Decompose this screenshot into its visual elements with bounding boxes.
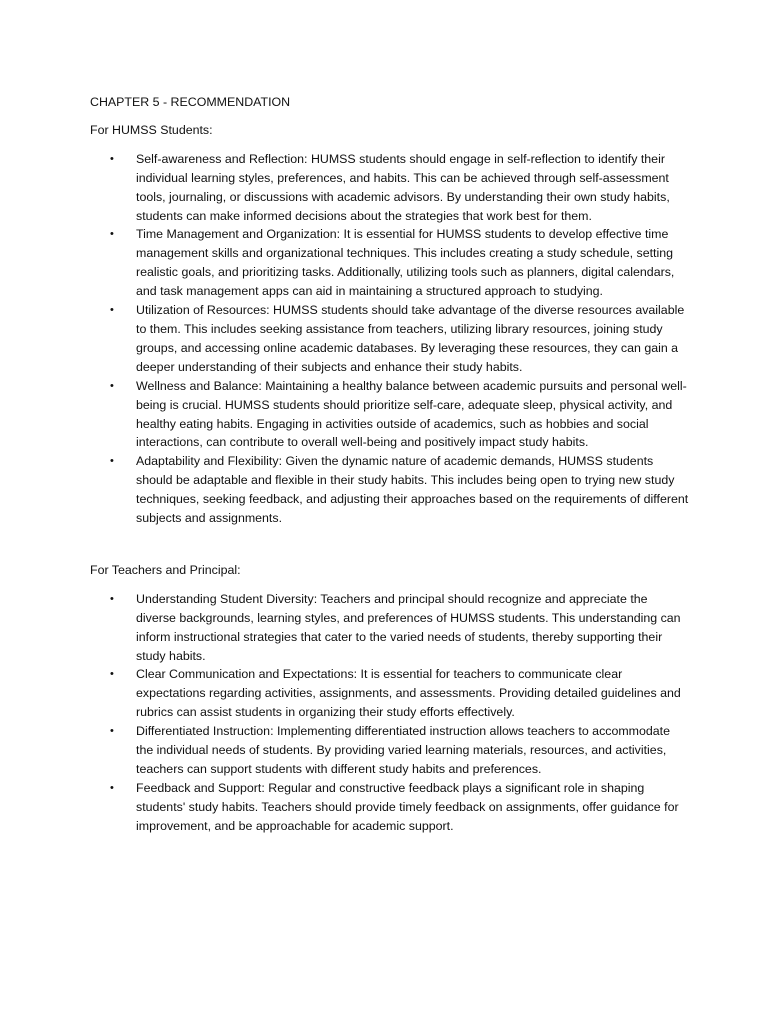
list-item — [90, 150, 690, 226]
students-recommendation-list — [90, 150, 690, 528]
bullet-icon: • — [110, 152, 114, 165]
document-body — [90, 93, 690, 836]
list-item — [90, 779, 690, 836]
list-item — [90, 452, 690, 528]
bullet-icon: • — [110, 592, 114, 605]
list-item-text: Understanding Student Diversity: Teachers and principal should recognize and appreciate the diverse backgrounds, learning styles, and preferences of HUMSS students. This understanding can inform instructional strategies that cater to the varied needs of students, thereby supporting their study habits. — [136, 591, 681, 663]
bullet-icon: • — [110, 228, 114, 241]
bullet-icon: • — [110, 668, 114, 681]
list-item-text: Adaptability and Flexibility: Given the dynamic nature of academic demands, HUMSS students should be adaptable and flexible in their study habits. This includes being open to trying new study techniques, seeking feedback, and adjusting their approaches based on the requirements of different subjects and assignments. — [136, 454, 689, 526]
bullet-icon: • — [110, 379, 114, 392]
bullet-icon: • — [110, 781, 114, 794]
chapter-title: CHAPTER 5 - RECOMMENDATION — [90, 95, 291, 109]
section-title-students: For HUMSS Students: — [90, 122, 213, 137]
list-item — [90, 722, 690, 779]
list-item-text: Self-awareness and Reflection: HUMSS students should engage in self-reflection to identify their individual learning styles, preferences, and habits. This can be achieved through self-assessment tools, journaling, or discussions with academic advisors. By understanding their own study habits, students can make informed decisions about the strategies that work best for them. — [136, 151, 670, 223]
bullet-icon: • — [110, 455, 114, 468]
list-item-text: Utilization of Resources: HUMSS students should take advantage of the diverse resources available to them. This includes seeking assistance from teachers, utilizing library resources, joining study groups, and accessing online academic databases. By leveraging these resources, they can gain a deeper understanding of their subjects and enhance their study habits. — [136, 303, 685, 374]
list-item — [90, 225, 690, 301]
bullet-icon: • — [110, 725, 114, 738]
list-item — [90, 301, 690, 377]
section-title-teachers: For Teachers and Principal: — [90, 562, 241, 577]
list-item-text: Feedback and Support: Regular and constructive feedback plays a significant role in shaping students' study habits. Teachers should provide timely feedback on assignments, offer guidance for improvement, and be approachable for academic support. — [136, 780, 679, 833]
list-item-text: Time Management and Organization: It is essential for HUMSS students to develop effective time management skills and organizational techniques. This includes creating a study schedule, setting realistic goals, and prioritizing tasks. Additionally, utilizing tools such as planners, digital calendars, and task management apps can aid in maintaining a structured approach to studying. — [136, 227, 675, 299]
list-item-text: Differentiated Instruction: Implementing differentiated instruction allows teachers to accommodate the individual needs of students. By providing varied learning materials, resources, and activities, teachers can support students with different study habits and preferences. — [136, 724, 670, 776]
list-item — [90, 665, 690, 722]
bullet-icon: • — [110, 304, 114, 317]
teachers-recommendation-list — [90, 590, 690, 836]
list-item — [90, 590, 690, 666]
list-item — [90, 377, 690, 453]
list-item-text: Wellness and Balance: Maintaining a healthy balance between academic pursuits and personal well-being is crucial. HUMSS students should prioritize self-care, adequate sleep, physical activity, and healthy eating habits. Engaging in activities outside of academics, such as hobbies and social interactions, can contribute to overall well-being and positively impact study habits. — [136, 378, 687, 450]
list-item-text: Clear Communication and Expectations: It is essential for teachers to communicate clear expectations regarding activities, assignments, and assessments. Providing detailed guidelines and rubrics can assist students in organizing their study efforts effectively. — [136, 667, 681, 720]
